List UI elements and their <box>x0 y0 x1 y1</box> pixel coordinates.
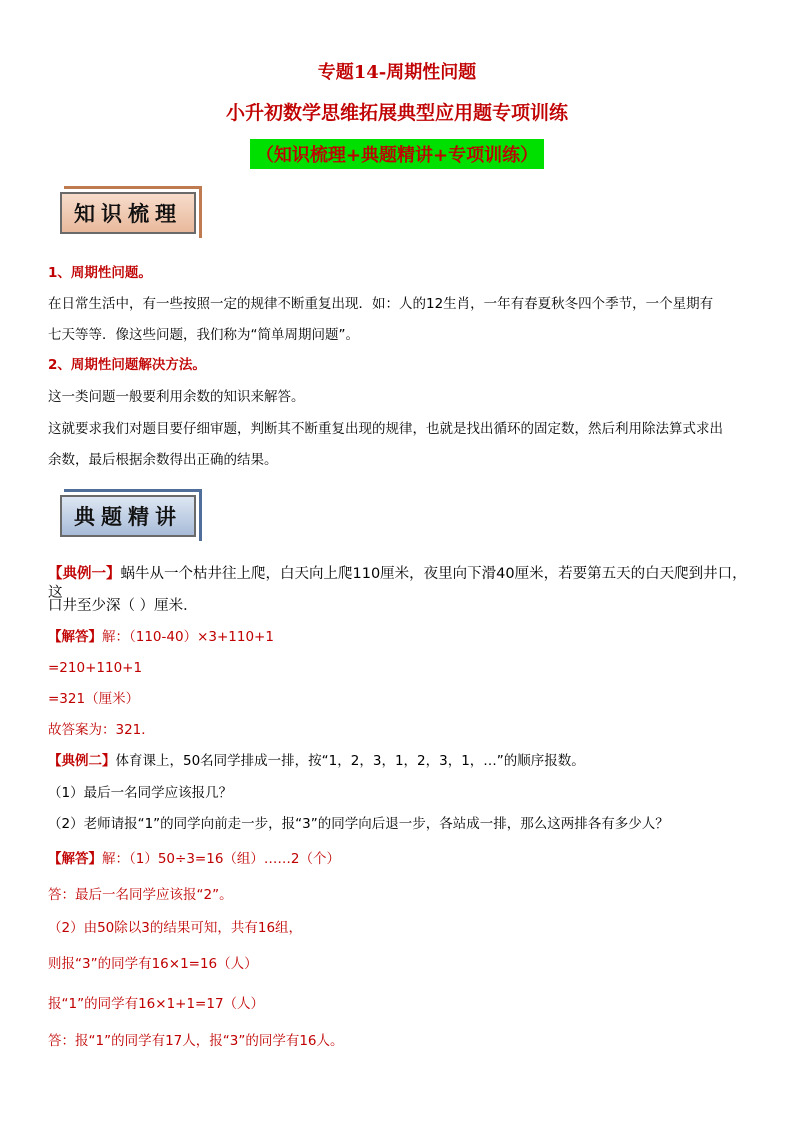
document-subtitle-highlight: （知识梳理+典题精讲+专项训练） <box>250 139 544 169</box>
banner-top-line <box>64 489 202 492</box>
knowledge-paragraph-1b: 七天等等．像这些问题，我们称为“简单周期问题”。 <box>48 327 359 343</box>
example2-answer-line2: 答：最后一名同学应该报“2”。 <box>48 887 233 903</box>
knowledge-paragraph-2: 这一类问题一般要利用余数的知识来解答。 <box>48 389 305 405</box>
example2-tag: 【典例二】 <box>48 753 116 769</box>
example2-question-text: 体育课上，50名同学排成一排，按“1，2，3，1，2，3，1，…”的顺序报数。 <box>115 753 585 769</box>
example2-answer-line4: 则报“3”的同学有16×1=16（人） <box>48 956 258 972</box>
example1-question-text: 蜗牛从一个枯井往上爬，白天向上爬110厘米，夜里向下滑40厘米，若要第五天的白天爬到井口，这 <box>48 566 747 601</box>
knowledge-paragraph-3a: 这就要求我们对题目要仔细审题，判断其不断重复出现的规律，也就是找出循环的固定数，然后利用除法算式求出 <box>48 421 723 437</box>
example1-question-line2: 口井至少深（ ）厘米． <box>48 598 198 614</box>
example1-answer-line1 <box>48 628 753 647</box>
example2-answer-tag: 【解答】 <box>48 851 102 867</box>
knowledge-heading-1: 1、周期性问题。 <box>48 265 152 281</box>
document-title: 专题14-周期性问题 <box>317 62 477 83</box>
document-subtitle: 小升初数学思维拓展典型应用题专项训练 <box>225 102 568 124</box>
knowledge-paragraph-1a: 在日常生活中，有一些按照一定的规律不断重复出现．如：人的12生肖，一年有春夏秋冬四个季节，一个星期有 <box>48 296 714 312</box>
example2-answer-line6: 答：报“1”的同学有17人，报“3”的同学有16人。 <box>48 1033 344 1049</box>
banner-right-line <box>199 186 202 238</box>
example1-answer-text: 解：（110-40）×3+110+1 <box>102 629 274 645</box>
example2-question-line1 <box>48 752 753 771</box>
example1-answer-line3: =321（厘米） <box>48 691 140 707</box>
example2-answer-line1 <box>48 850 753 869</box>
example1-answer-line4: 故答案为：321． <box>48 722 155 738</box>
subtitle-highlight-wrap <box>0 139 794 169</box>
example2-answer-line3: （2）由50除以3的结果可知，共有16组， <box>48 920 303 936</box>
example1-answer-tag: 【解答】 <box>48 629 102 645</box>
knowledge-paragraph-3b: 余数，最后根据余数得出正确的结果。 <box>48 452 278 468</box>
example1-tag: 【典例一】 <box>48 566 121 582</box>
banner-top-line <box>64 186 202 189</box>
example1-answer-line2: =210+110+1 <box>48 660 143 676</box>
example2-question-line3: （2）老师请报“1”的同学向前走一步，报“3”的同学向后退一步，各站成一排，那么这两排各有多少人？ <box>48 816 669 832</box>
knowledge-heading-2: 2、周期性问题解决方法。 <box>48 357 206 373</box>
examples-banner-label: 典题精讲 <box>60 495 196 537</box>
example2-answer-text: 解：（1）50÷3=16（组）……2（个） <box>102 851 340 867</box>
example2-question-line2: （1）最后一名同学应该报几？ <box>48 785 233 801</box>
examples-banner <box>56 489 202 541</box>
knowledge-banner-label: 知识梳理 <box>60 192 196 234</box>
banner-right-line <box>199 489 202 541</box>
example2-answer-line5: 报“1”的同学有16×1+1=17（人） <box>48 996 265 1012</box>
knowledge-banner <box>56 186 202 238</box>
